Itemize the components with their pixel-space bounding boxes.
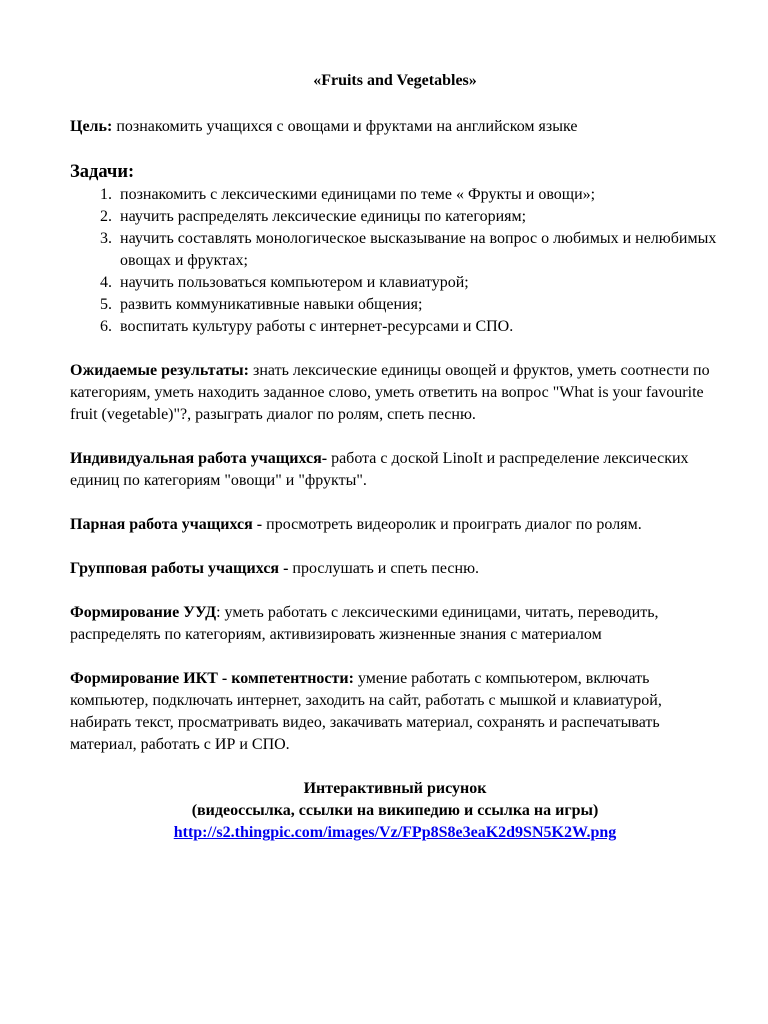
- goal-text: познакомить учащихся с овощами и фруктами на английском языке: [112, 118, 578, 135]
- interactive-heading: Интерактивный рисунок: [303, 780, 487, 797]
- pair-work-paragraph: [70, 514, 720, 536]
- task-item: 5. развить коммуникативные навыки общения;: [116, 294, 720, 316]
- task-item: 1. познакомить с лексическими единицами по теме « Фрукты и овощи»;: [116, 184, 720, 206]
- ikt-label: Формирование ИКТ - компетентности:: [70, 670, 354, 687]
- expected-results-label: Ожидаемые результаты:: [70, 362, 249, 379]
- task-item: 4. научить пользоваться компьютером и клавиатурой;: [116, 272, 720, 294]
- interactive-link[interactable]: http://s2.thingpic.com/images/Vz/FPp8S8e3eaK2d9SN5K2W.png: [173, 824, 617, 841]
- group-work-label: Групповая работы учащихся -: [70, 560, 289, 577]
- goal-label: Цель:: [70, 118, 113, 135]
- expected-results-text: знать лексические единицы овощей и фруктов, уметь соотнести по категориям, уметь находить заданное слово, уметь ответить на вопрос "What is your favourite fruit (vegetable)"?, разыграть диалог по ролям, спеть песню.: [70, 362, 710, 423]
- task-item: 2. научить распределять лексические единицы по категориям;: [116, 206, 720, 228]
- pair-work-label: Парная работа учащихся -: [70, 516, 263, 533]
- individual-work-label: Индивидуальная работа учащихся-: [70, 450, 328, 467]
- uud-label: Формирование УУД: [70, 604, 217, 621]
- group-work-paragraph: [70, 558, 720, 580]
- task-item: 3. научить составлять монологическое высказывание на вопрос о любимых и нелюбимых овощах и фруктах;: [116, 228, 720, 272]
- individual-work-paragraph: [70, 448, 720, 492]
- document-title: «Fruits and Vegetables»: [313, 72, 477, 89]
- interactive-subheading: (видеоссылка, ссылки на википедию и ссылка на игры): [191, 802, 599, 819]
- uud-paragraph: [70, 602, 720, 646]
- pair-work-text: просмотреть видеоролик и проиграть диалог по ролям.: [262, 516, 642, 533]
- ikt-text: умение работать с компьютером, включать компьютер, подключать интернет, заходить на сайт, работать с мышкой и клавиатурой, набирать текст, просматривать видео, закачивать материал, сохранять и распечатывать материал, работать с ИР и СПО.: [70, 670, 662, 753]
- ikt-paragraph: [70, 668, 720, 756]
- individual-work-text: работа с доской LinoIt и распределение лексических единиц по категориям "овощи" и "фрукты".: [70, 450, 689, 489]
- uud-text: : уметь работать с лексическими единицами, читать, переводить, распределять по категориям, активизировать жизненные знания с материалом: [70, 604, 659, 643]
- goal-paragraph: [70, 116, 720, 138]
- expected-results-paragraph: [70, 360, 720, 426]
- document-page: [70, 70, 720, 844]
- group-work-text: прослушать и спеть песню.: [288, 560, 480, 577]
- tasks-heading: Задачи:: [70, 162, 135, 182]
- task-item: 6. воспитать культуру работы с интернет-ресурсами и СПО.: [116, 316, 720, 338]
- interactive-block: [70, 778, 720, 844]
- tasks-list: [70, 184, 720, 338]
